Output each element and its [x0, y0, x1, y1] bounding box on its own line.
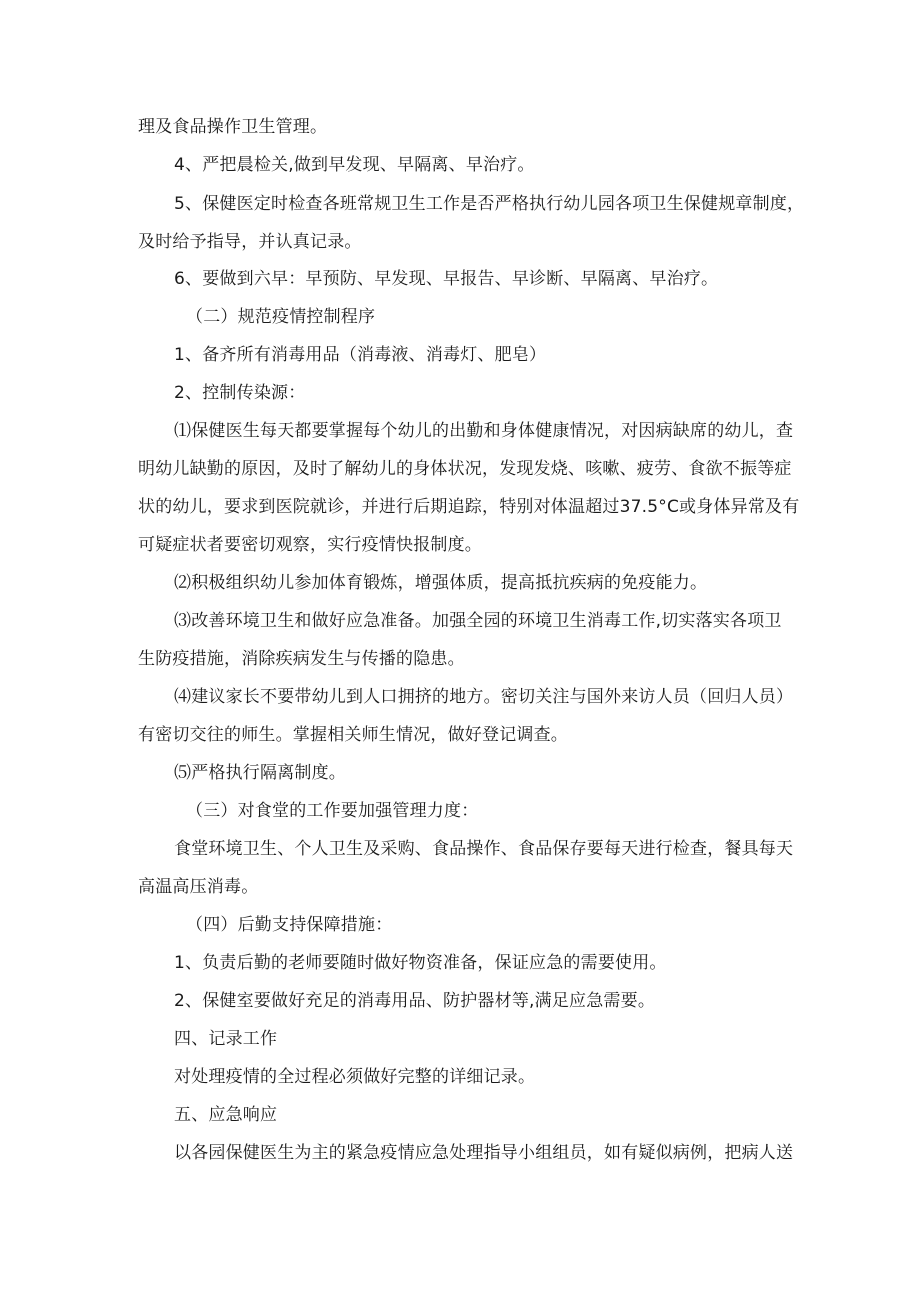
- text-line: 及时给予指导，并认真记录。: [138, 232, 362, 252]
- section-heading: （三）对食堂的工作要加强管理力度：: [186, 801, 479, 821]
- text-line: 食堂环境卫生、个人卫生及采购、食品操作、食品保存要每天进行检查，餐具每天: [174, 839, 794, 859]
- text-line: 1、备齐所有消毒用品（消毒液、消毒灯、肥皂）: [174, 345, 547, 365]
- text-line: 5、保健医定时检查各班常规卫生工作是否严格执行幼儿园各项卫生保健规章制度，: [174, 194, 805, 214]
- text-line: ⑷建议家长不要带幼儿到人口拥挤的地方。密切关注与国外来访人员（回归人员）: [174, 687, 794, 707]
- section-heading: （四）后勤支持保障措施：: [186, 915, 393, 935]
- text-line: 可疑症状者要密切观察，实行疫情快报制度。: [138, 535, 482, 555]
- text-line: 6、要做到六早：早预防、早发现、早报告、早诊断、早隔离、早治疗。: [174, 269, 719, 289]
- text-line: 1、负责后勤的老师要随时做好物资准备，保证应急的需要使用。: [174, 953, 667, 973]
- text-line: ⑵积极组织幼儿参加体育锻炼，增强体质，提高抵抗疾病的免疫能力。: [174, 573, 708, 593]
- text-line: 生防疫措施，消除疾病发生与传播的隐患。: [138, 649, 465, 669]
- text-line: 明幼儿缺勤的原因，及时了解幼儿的身体状况，发现发烧、咳嗽、疲劳、食欲不振等症: [138, 459, 792, 479]
- text-line: 高温高压消毒。: [138, 877, 259, 897]
- text-line: 2、控制传染源：: [174, 383, 306, 403]
- section-heading: 五、应急响应: [174, 1105, 278, 1125]
- text-line: ⑶改善环境卫生和做好应急准备。加强全园的环境卫生消毒工作,切实落实各项卫: [174, 611, 782, 631]
- text-line: 2、保健室要做好充足的消毒用品、防护器材等,满足应急需要。: [174, 991, 656, 1011]
- text-line: 状的幼儿，要求到医院就诊，并进行后期追踪，特别对体温超过37.5°C或身体异常及有: [138, 497, 800, 517]
- text-line: ⑸严格执行隔离制度。: [174, 763, 346, 783]
- text-line: 4、严把晨检关,做到早发现、早隔离、早治疗。: [174, 155, 535, 175]
- section-heading: 四、记录工作: [174, 1029, 278, 1049]
- text-line: 理及食品操作卫生管理。: [138, 117, 328, 137]
- text-line: 对处理疫情的全过程必须做好完整的详细记录。: [174, 1067, 536, 1087]
- text-line: 有密切交往的师生。掌握相关师生情况，做好登记调查。: [138, 725, 568, 745]
- text-line: 以各园保健医生为主的紧急疫情应急处理指导小组组员，如有疑似病例，把病人送: [174, 1143, 794, 1163]
- text-line: ⑴保健医生每天都要掌握每个幼儿的出勤和身体健康情况，对因病缺席的幼儿，查: [174, 421, 794, 441]
- section-heading: （二）规范疫情控制程序: [186, 307, 376, 327]
